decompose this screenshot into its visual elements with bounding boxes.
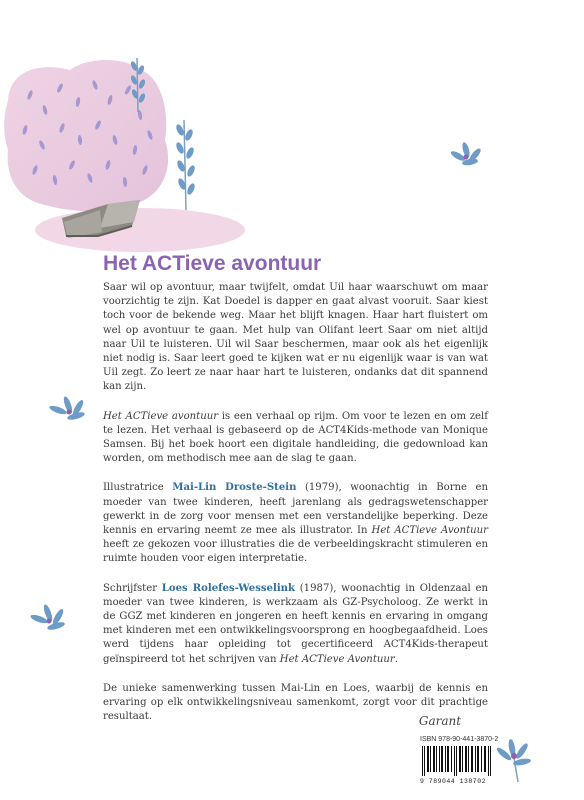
text-run: Schrijfster [103,582,162,594]
blurb-paragraph [103,582,488,667]
author-name: Loes Rolefes-Wesselink [161,582,295,594]
text-run: Illustratrice [103,482,173,494]
italic-title-run: Het ACTieve Avontuur [371,525,488,537]
text-run: . [394,653,398,665]
italic-title-run: Het ACTieve Avontuur [279,653,395,665]
blue-flower-icon [48,396,92,424]
small-blue-flower [450,141,483,166]
blue-stem-flower [175,120,197,210]
text-run: De unieke samenwerking tussen Mai-Lin en Loes, waarbij de kennis en ervaring op elk ontwikkelingsniveau samenkomt, zorgt voor dit prachtige resultaat. [103,682,488,723]
text-run: Saar wil op avontuur, maar twijfelt, omdat Uil haar waarschuwt om maar voorzichtig te zijn. Kat Doedel is dapper en gaat alvast vooruit. Saar kiest toch voor de bekende weg. Maar het blijft knagen. Haar hart fluistert om wel op avontuur te gaan. Met hulp van Olifant leert Saar om niet altijd naar Uil te luisteren. Uil wil Saar beschermen, maar ook als het eigenlijk niet nodig is. Saar leert goed te kijken wat er nu eigenlijk waar is van wat Uil zegt. Zo leert ze naar haar hart te luisteren, ondanks dat dit spannend kan zijn. [103,282,488,393]
illustrator-name: Mai-Lin Droste-Stein [172,482,297,494]
publisher-logo: Garant [418,714,462,728]
text-run: (1987), woonachtig in Oldenzaal en moeder van twee kinderen, is werkzaam als GZ-Psycholoog. Ze werkt in de GGZ met kinderen en jongeren en heeft kennis en ervaring in omgang met kinderen met een ontwikkelingsvoorsprong en hoogbegaafdheid. Loes werd tijdens haar opleiding tot gecertificeerd ACT4Kids-therapeut geïnspireerd tot het schrijven van [103,582,488,665]
blue-flower-icon [492,738,536,782]
barcode-icon [420,746,494,776]
blurb-paragraph [103,281,488,395]
text-run: is een verhaal op rijm. Om voor te lezen en om zelf te lezen. Het verhaal is gebaseerd op de ACT4Kids-methode van Monique Samsen. Bij het boek hoort een digitale handleiding, die gedownload kan worden, om methodisch mee aan de slag te gaan. [103,410,488,465]
text-run: heeft ze gekozen voor illustraties die de verbeeldingskracht stimuleren en ruimte houden voor eigen interpretatie. [103,539,488,565]
book-title: Het ACTieve avontuur [103,252,322,275]
cover-illustration [0,0,584,260]
blurb-text [103,281,488,739]
text-run: (1979), woonachtig in Borne en moeder van twee kinderen, heeft jarenlang als gedragswetenschapper gewerkt in de zorg voor mensen met een verstandelijke beperking. Deze kennis en ervaring neemt ze mee als illustrator. In [103,482,488,537]
italic-title-run: Het ACTieve avontuur [103,410,219,422]
isbn-text: ISBN 978-90-441-3870-2 [420,736,499,743]
barcode-number: 9 789044 138702 [420,778,487,785]
blurb-paragraph [103,410,488,467]
blue-flower-icon [30,604,70,636]
blurb-paragraph [103,481,488,566]
